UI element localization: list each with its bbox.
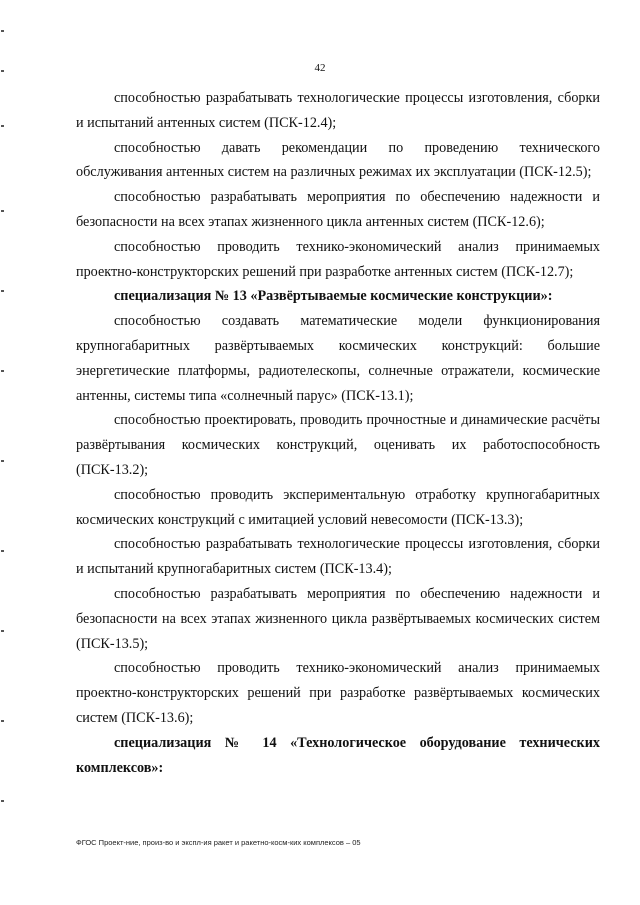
paragraph: способностью проводить технико-экономический анализ принимаемых проектно-конструкторских решений при разработке антенных систем (ПСК-12.7);: [76, 238, 600, 280]
document-body: [76, 86, 600, 780]
paragraph: способностью разрабатывать технологические процессы изготовления, сборки и испытаний крупногабаритных систем (ПСК-13.4);: [76, 536, 600, 578]
paragraph: способностью проектировать, проводить прочностные и динамические расчёты развёртывания космических конструкций, оценивать их работоспособность (ПСК-13.2);: [76, 412, 600, 478]
paragraph: способностью создавать математические модели функционирования крупногабаритных развёртываемых космических конструкций: большие энергетические платформы, радиотелескопы, солнечные отражатели, космические антенны, системы типа «солнечный парус» (ПСК-13.1);: [76, 313, 600, 404]
paragraph: способностью давать рекомендации по проведению технического обслуживания антенных систем на различных режимах их эксплуатации (ПСК-12.5);: [76, 139, 600, 181]
paragraph: способностью проводить экспериментальную отработку крупногабаритных космических конструкций с имитацией условий невесомости (ПСК-13.3);: [76, 486, 600, 528]
page-number: 42: [314, 62, 326, 74]
page-footer: ФГОС Проект-ние, произ-во и экспл-ия ракет и ракетно-косм-ких комплексов – 05: [76, 838, 361, 847]
section-heading: специализация № 13 «Развёртываемые космические конструкции»:: [114, 288, 553, 305]
paragraph: способностью разрабатывать мероприятия по обеспечению надежности и безопасности на всех этапах жизненного цикла развёртываемых космических систем (ПСК-13.5);: [76, 585, 600, 652]
paragraph: способностью разрабатывать мероприятия по обеспечению надежности и безопасности на всех этапах жизненного цикла антенных систем (ПСК-12.6);: [76, 189, 600, 230]
paragraph: способностью проводить технико-экономический анализ принимаемых проектно-конструкторских решений при разработке развёртываемых космических систем (ПСК-13.6);: [76, 660, 600, 726]
section-heading: специализация № 14 «Технологическое оборудование технических комплексов»:: [76, 734, 600, 776]
paragraph: способностью разрабатывать технологические процессы изготовления, сборки и испытаний антенных систем (ПСК-12.4);: [76, 90, 600, 131]
scan-margin-marks: [0, 30, 6, 850]
